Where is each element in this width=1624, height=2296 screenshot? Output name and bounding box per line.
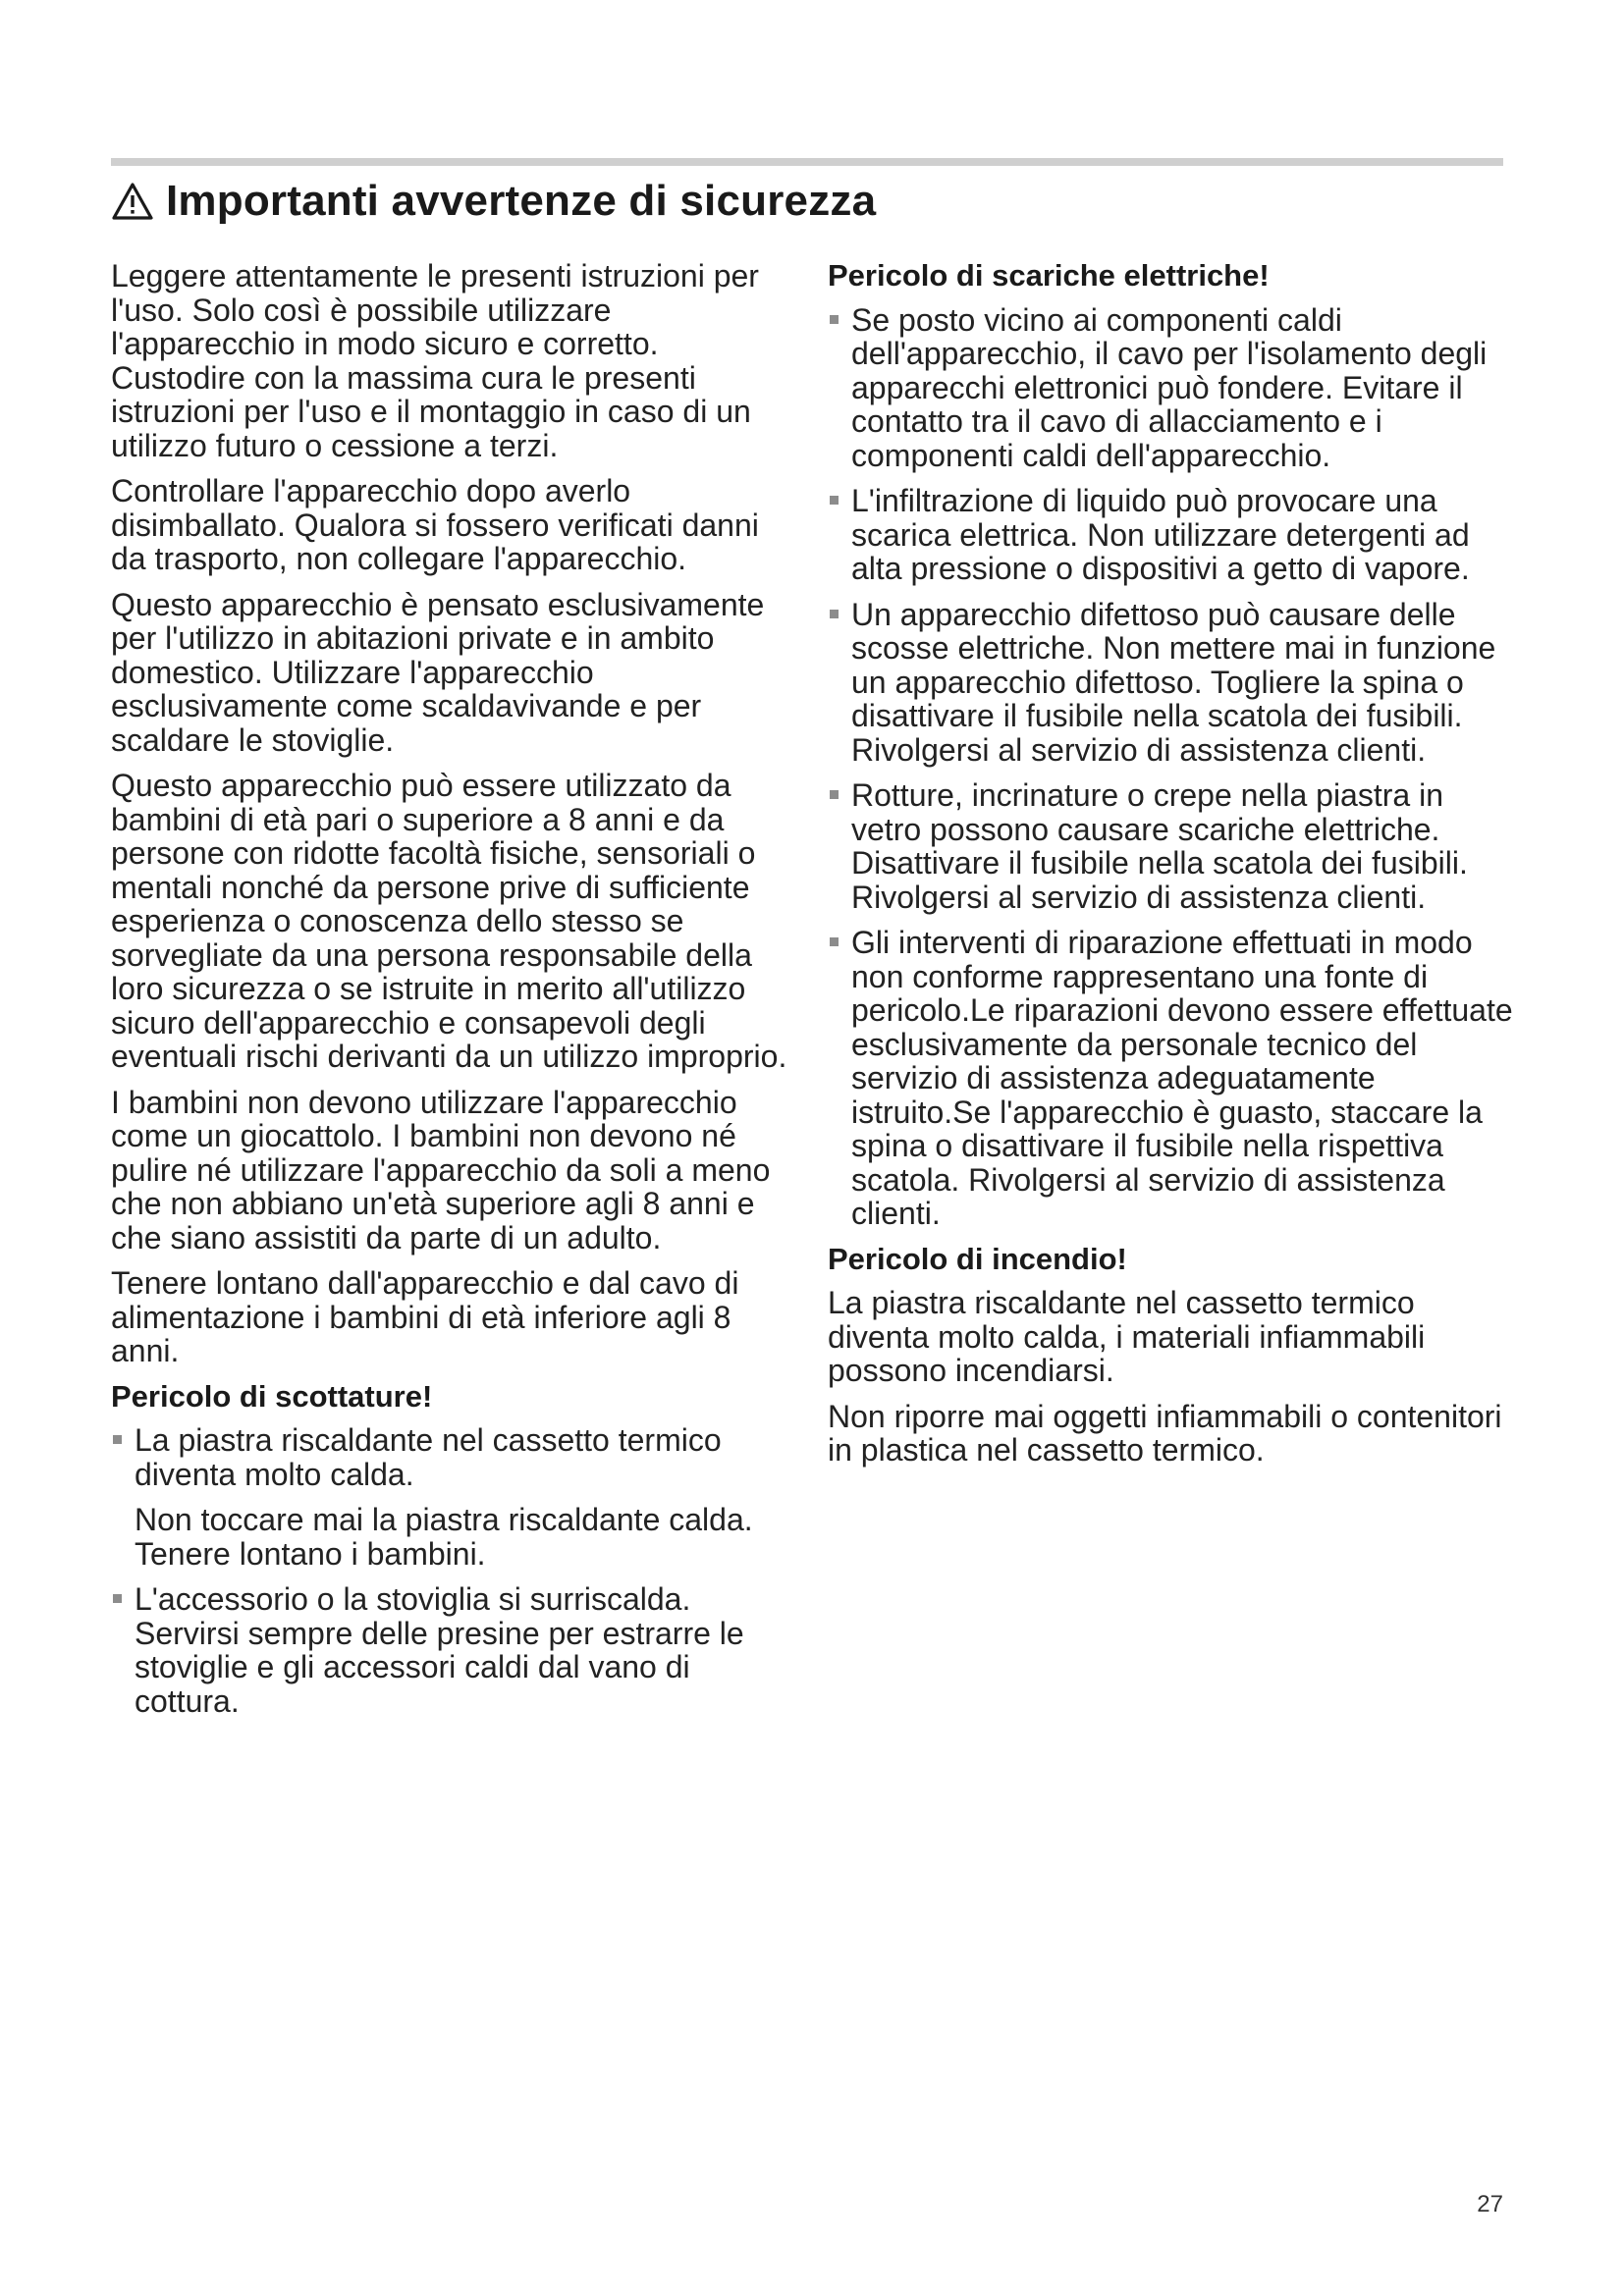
right-column <box>828 259 1515 1479</box>
fire-paragraph: La piastra riscaldante nel cassetto termico diventa molto calda, i materiali infiammabili possono incendiarsi. <box>828 1285 1426 1388</box>
list-item: L'infiltrazione di liquido può provocare una scarica elettrica. Non utilizzare detergenti ad alta pressione o dispositivi a getto di vapore. <box>828 484 1515 586</box>
burn-item-instruction: Non toccare mai la piastra riscaldante calda. Tenere lontano i bambini. <box>135 1502 753 1572</box>
shock-list <box>828 303 1515 1231</box>
page-number: 27 <box>1477 2191 1503 2217</box>
shock-heading: Pericolo di scariche elettriche! <box>828 258 1270 293</box>
list-item: Gli interventi di riparazione effettuati in modo non conforme rappresentano una fonte di pericolo.Le riparazioni devono essere effettuate esclusivamente da personale tecnico del servizio di assistenza adeguatamente istruito.Se l'apparecchio è guasto, staccare la spina o disattivare il fusibile nella rispettiva scatola. Rivolgersi al servizio di assistenza clienti. <box>828 926 1515 1231</box>
children-usage-paragraph: Questo apparecchio può essere utilizzato da bambini di età pari o superiore a 8 anni e da persone con ridotte facoltà fisiche, sensoriali o mentali nonché da persone prive di sufficiente esperienza o conoscenza dello stesso se sorvegliate da una persona responsabile della loro sicurezza o se istruite in merito all'utilizzo sicuro dell'apparecchio e consapevoli degli eventuali rischi derivanti da un utilizzo improprio. <box>111 768 787 1074</box>
list-item: Un apparecchio difettoso può causare delle scosse elettriche. Non mettere mai in funzione un apparecchio difettoso. Togliere la spina o disattivare il fusibile nella scatola dei fusibili. Rivolgersi al servizio di assistenza clienti. <box>828 598 1515 768</box>
burn-heading: Pericolo di scottature! <box>111 1378 433 1414</box>
inspection-paragraph: Controllare l'apparecchio dopo averlo disimballato. Qualora si fossero verificati danni da trasporto, non collegare l'apparecchio. <box>111 473 759 576</box>
page-title <box>111 167 876 236</box>
list-item: Se posto vicino ai componenti caldi dell'apparecchio, il cavo per l'isolamento degli apparecchi elettronici può fondere. Evitare il contatto tra il cavo di allacciamento e i componenti caldi dell'apparecchio. <box>828 303 1515 473</box>
list-item: Rotture, incrinature o crepe nella piastra in vetro possono causare scariche elettriche. Disattivare il fusibile nella scatola dei fusibili. Rivolgersi al servizio di assistenza clienti. <box>828 778 1515 914</box>
header-rule <box>111 158 1503 166</box>
list-item <box>111 1423 798 1571</box>
burn-item-text: L'accessorio o la stoviglia si surriscalda. Servirsi sempre delle presine per estrarre le stoviglie e gli accessori caldi dal vano di cottura. <box>135 1581 744 1719</box>
list-item <box>111 1582 798 1718</box>
left-column <box>111 259 798 1730</box>
intro-paragraph: Leggere attentamente le presenti istruzioni per l'uso. Solo così è possibile utilizzare l'apparecchio in modo sicuro e corretto. Custodire con la massima cura le presenti istruzioni per l'uso e il montaggio in caso di un utilizzo futuro o cessione a terzi. <box>111 258 759 463</box>
burn-item-text: La piastra riscaldante nel cassetto termico diventa molto calda. <box>135 1422 722 1492</box>
burn-list <box>111 1423 798 1718</box>
fire-paragraph: Non riporre mai oggetti infiammabili o contenitori in plastica nel cassetto termico. <box>828 1398 1502 1468</box>
children-play-paragraph: I bambini non devono utilizzare l'apparecchio come un giocattolo. I bambini non devono né pulire né utilizzare l'apparecchio da soli a meno che non abbiano un'età superiore agli 8 anni e che siano assistiti da parte di un adulto. <box>111 1084 771 1255</box>
children-distance-paragraph: Tenere lontano dall'apparecchio e dal cavo di alimentazione i bambini di età inferiore agli 8 anni. <box>111 1265 739 1368</box>
fire-heading: Pericolo di incendio! <box>828 1241 1127 1276</box>
usage-paragraph: Questo apparecchio è pensato esclusivamente per l'utilizzo in abitazioni private e in ambito domestico. Utilizzare l'apparecchio esclusivamente come scaldavivande e per scaldare le stoviglie. <box>111 586 765 758</box>
page-title-text: Importanti avvertenze di sicurezza <box>166 177 877 225</box>
warning-triangle-icon <box>111 182 154 221</box>
